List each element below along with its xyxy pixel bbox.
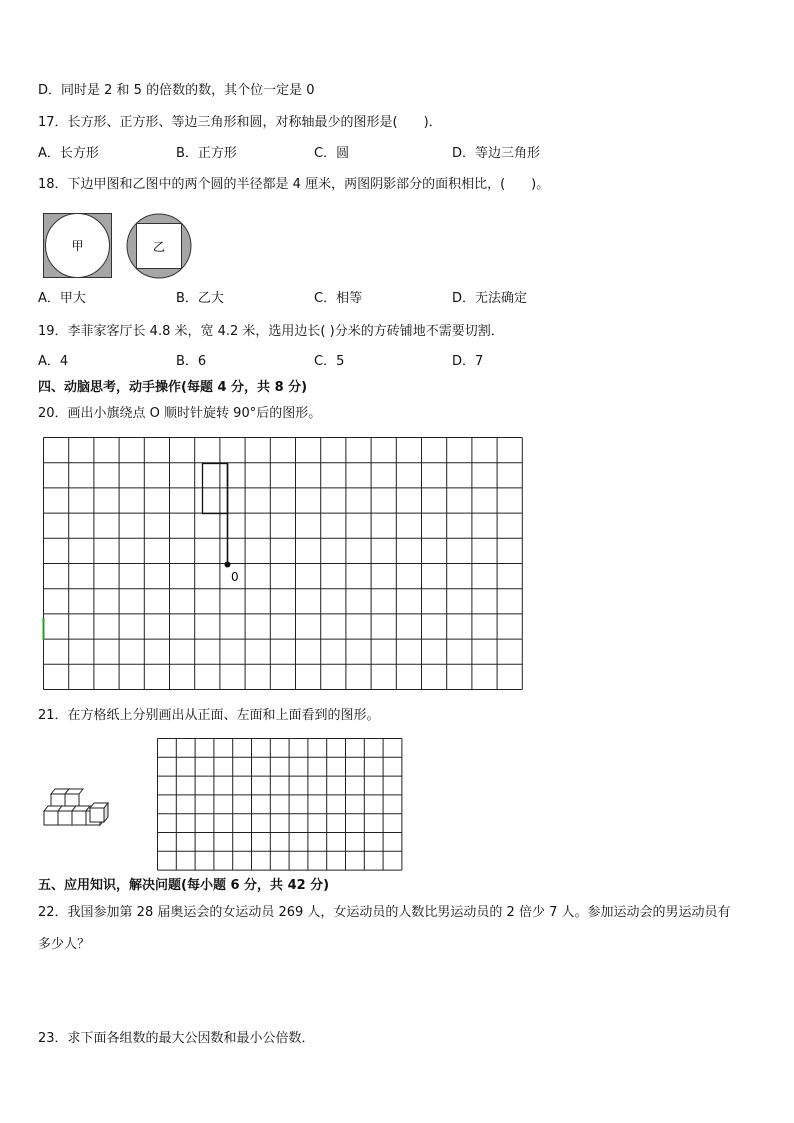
q19-option-c: C．5 bbox=[314, 354, 345, 369]
q18-figure-jia bbox=[43, 213, 113, 279]
section5-title: 五、应用知识，解决问题(每小题 6 分，共 42 分) bbox=[38, 878, 330, 893]
q19-stem: 19．李菲家客厅长 4.8 米，宽 4.2 米，选用边长( )分米的方砖铺地不需要切割． bbox=[38, 324, 504, 339]
q22-line1: 22．我国参加第 28 届奥运会的女运动员 269 人，女运动员的人数比男运动员的 2 倍少 7 人。参加运动会的男运动员有 bbox=[38, 905, 731, 920]
q19-option-d: D．7 bbox=[452, 354, 484, 369]
q18-option-c: C．相等 bbox=[314, 291, 363, 306]
q18-label-jia: 甲 bbox=[71, 239, 84, 253]
q21-stem: 21．在方格纸上分别画出从正面、左面和上面看到的图形。 bbox=[38, 708, 380, 723]
q18-stem: 18．下边甲图和乙图中的两个圆的半径都是 4 厘米，两图阴影部分的面积相比，( )。 bbox=[38, 177, 550, 192]
section4-title: 四、动脑思考，动手操作(每题 4 分，共 8 分) bbox=[38, 380, 308, 395]
q17-stem: 17．长方形、正方形、等边三角形和圆，对称轴最少的图形是( )． bbox=[38, 115, 442, 130]
rotation-point-o bbox=[225, 562, 231, 568]
q19-option-b: B．6 bbox=[176, 354, 207, 369]
q20-stem: 20．画出小旗绕点 O 顺时针旋转 90°后的图形。 bbox=[38, 406, 322, 421]
q19-option-a: A．4 bbox=[38, 354, 69, 369]
q21-cube-figure bbox=[42, 786, 118, 830]
q17-option-d: D．等边三角形 bbox=[452, 146, 541, 161]
q17-option-a: A．长方形 bbox=[38, 146, 99, 161]
point-o-label: 0 bbox=[231, 570, 239, 584]
flag-rectangle bbox=[203, 464, 228, 514]
q18-figure-yi bbox=[126, 213, 192, 279]
q18-label-yi: 乙 bbox=[152, 240, 166, 254]
q18-option-b: B．乙大 bbox=[176, 291, 224, 306]
q23-stem: 23．求下面各组数的最大公因数和最小公倍数． bbox=[38, 1031, 315, 1046]
q17-option-c: C．圆 bbox=[314, 146, 350, 161]
q18-option-d: D．无法确定 bbox=[452, 291, 528, 306]
q18-option-a: A．甲大 bbox=[38, 291, 86, 306]
q21-grid bbox=[156, 737, 404, 871]
q17-option-b: B．正方形 bbox=[176, 146, 237, 161]
q22-line2: 多少人？ bbox=[38, 937, 91, 952]
q20-grid bbox=[42, 436, 546, 696]
q16-option-d: D．同时是 2 和 5 的倍数的数，其个位一定是 0 bbox=[38, 83, 315, 98]
